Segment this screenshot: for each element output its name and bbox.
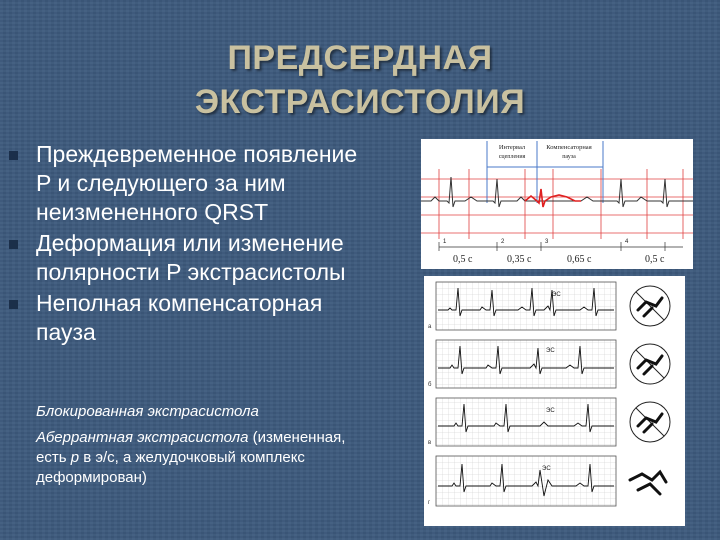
slide-title bbox=[150, 36, 570, 124]
bullet-item bbox=[8, 289, 428, 347]
note-text: в э/с, а желудочковый комплекс bbox=[79, 449, 305, 466]
point-label: 3 bbox=[545, 239, 549, 245]
es-label: ЭС bbox=[546, 348, 555, 354]
point-label: 1 bbox=[443, 239, 447, 245]
interval-label: 0,5 с bbox=[453, 254, 473, 265]
bullet-list bbox=[8, 140, 428, 349]
interval-label: 0,65 с bbox=[567, 254, 592, 265]
bullet-text: Неполная компенсаторная bbox=[36, 290, 323, 316]
title-line-1: ПРЕДСЕРДНАЯ bbox=[227, 39, 493, 77]
bullet-text: P bbox=[36, 170, 51, 196]
bullet-square-icon bbox=[9, 240, 18, 249]
bullet-text: полярности bbox=[36, 259, 160, 285]
ecg-panels bbox=[424, 276, 685, 526]
row-letter: б bbox=[428, 382, 432, 388]
title-line-2: ЭКСТРАСИСТОЛИЯ bbox=[194, 83, 526, 121]
note-text: Аберрантная экстрасистола bbox=[36, 429, 249, 446]
ecg-strip-top bbox=[421, 139, 693, 269]
bullet-text: и следующего за ним bbox=[50, 170, 286, 196]
point-label: 4 bbox=[625, 239, 629, 245]
bullet-text: пауза bbox=[36, 319, 96, 345]
interval-label: 0,35 с bbox=[507, 254, 532, 265]
bullet-text: экстрасистолы bbox=[181, 259, 346, 285]
point-label: 2 bbox=[501, 239, 505, 245]
bullet-text: QRST bbox=[197, 199, 269, 225]
es-label: ЭС bbox=[552, 292, 561, 298]
bullet-square-icon bbox=[9, 151, 18, 160]
header-left-2: сцепления bbox=[498, 154, 526, 160]
row-letter: а bbox=[428, 324, 432, 330]
bullet-text: P bbox=[159, 259, 182, 285]
note-text: Блокированная экстрасистола bbox=[36, 403, 259, 420]
row-letter: в bbox=[428, 440, 432, 446]
note-text: (измененная, bbox=[248, 429, 346, 446]
ecg-strip-background bbox=[421, 139, 693, 269]
es-label: ЭС bbox=[546, 408, 555, 414]
bullet-item bbox=[8, 140, 428, 227]
bullet-square-icon bbox=[9, 300, 18, 309]
bullet-text: неизмененного bbox=[36, 199, 198, 225]
row-letter: г bbox=[428, 500, 431, 506]
note-blocked bbox=[36, 402, 259, 422]
interval-label: 0,5 с bbox=[645, 254, 665, 265]
bullet-item bbox=[8, 229, 428, 287]
bullet-text: Преждевременное появление bbox=[36, 141, 358, 167]
header-left-1: Интервал bbox=[498, 144, 526, 151]
note-text: есть bbox=[36, 449, 71, 466]
es-label: ЭС bbox=[542, 466, 551, 472]
bullet-text: Деформация или изменение bbox=[36, 230, 344, 256]
note-text: p bbox=[70, 449, 80, 466]
note-aberrant bbox=[36, 428, 421, 488]
header-right-1: Компенсаторная bbox=[546, 144, 592, 151]
note-text: деформирован) bbox=[36, 469, 147, 486]
header-right-2: пауза bbox=[562, 154, 576, 160]
